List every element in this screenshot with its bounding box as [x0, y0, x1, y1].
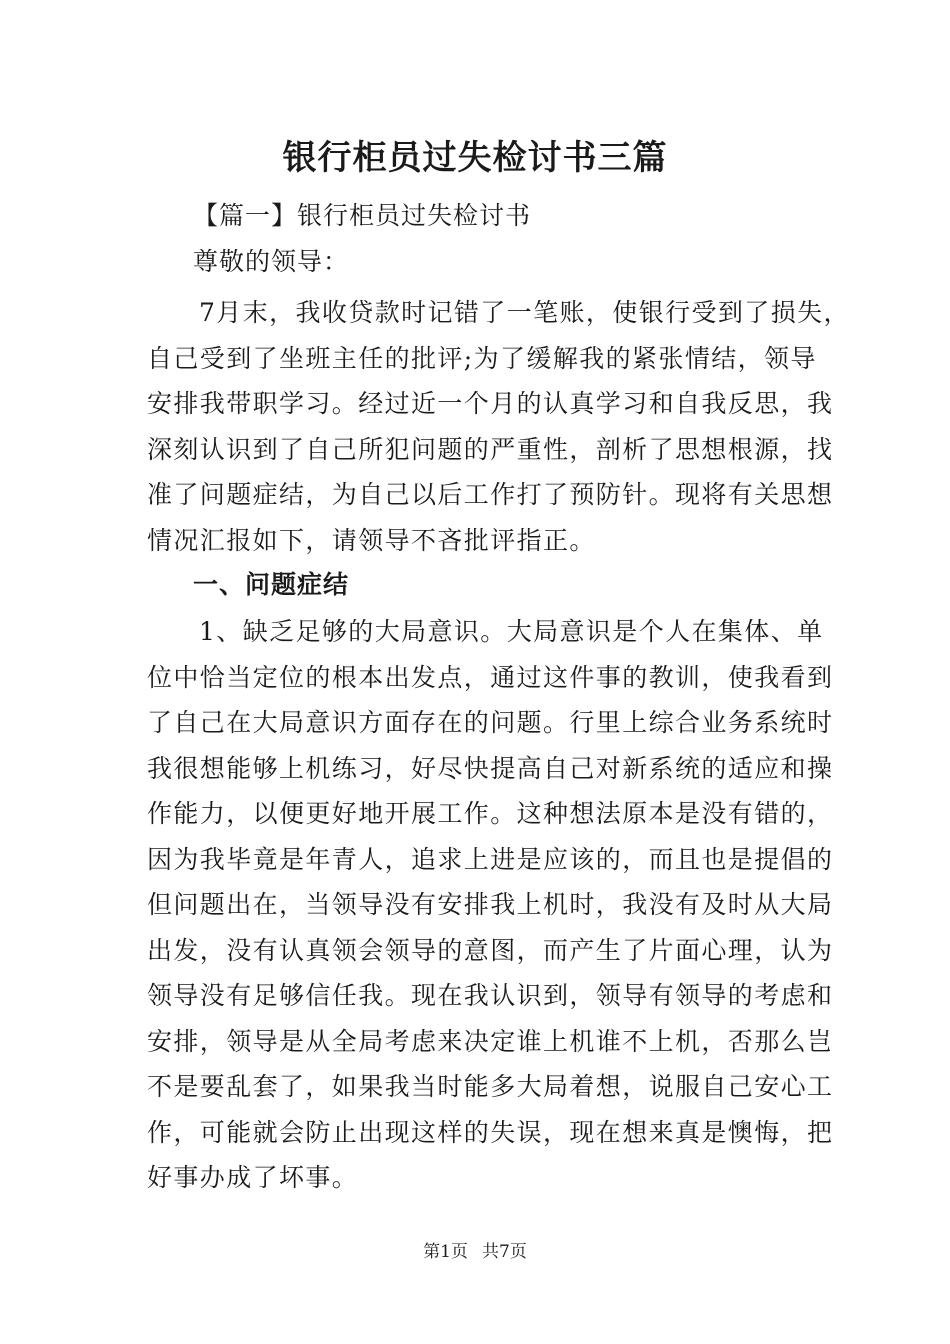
- paragraph-1: [147, 290, 850, 563]
- paragraph-line: 好事办成了坏事。: [147, 1163, 359, 1192]
- paragraph-line: 因为我毕竟是年青人，追求上进是应该的，而且也是提倡的: [147, 844, 834, 874]
- paragraph-line: 不是要乱套了，如果我当时能多大局着想，说服自己安心工: [147, 1072, 834, 1101]
- section-heading: 一、问题症结: [193, 570, 350, 599]
- paragraph-line: 深刻认识到了自己所犯问题的严重性，剖析了思想根源，找: [147, 434, 834, 464]
- paragraph-line: 出发，没有认真领会领导的意图，而产生了片面心理，认为: [147, 935, 834, 965]
- paragraph-line: 7月末，我收贷款时记错了一笔账，使银行受到了损失，: [199, 298, 850, 327]
- paragraph-2: [147, 609, 834, 1201]
- paragraph-line: 作能力，以便更好地开展工作。这种想法原本是没有错的，: [147, 799, 834, 828]
- paragraph-line: 作，可能就会防止出现这样的失误，现在想来真是懊悔，把: [147, 1117, 834, 1147]
- salutation: 尊敬的领导：: [193, 247, 350, 276]
- paragraph-line: 安排，领导是从全局考虑来决定谁上机谁不上机，否那么岂: [147, 1026, 834, 1056]
- paragraph-line: 准了问题症结，为自己以后工作打了预防针。现将有关思想: [147, 480, 834, 509]
- paragraph-line: 但问题出在，当领导没有安排我上机时，我没有及时从大局: [147, 890, 834, 919]
- paragraph-line: 位中恰当定位的根本出发点，通过这件事的教训，使我看到: [147, 662, 834, 692]
- page-total: 共7页: [482, 1242, 527, 1262]
- paragraph-line: 1、缺乏足够的大局意识。大局意识是个人在集体、单: [199, 617, 824, 646]
- paragraph-line: 我很想能够上机练习，好尽快提高自己对新系统的适应和操: [147, 753, 834, 783]
- paragraph-line: 了自己在大局意识方面存在的问题。行里上综合业务系统时: [147, 708, 834, 737]
- page-number: 第1页: [423, 1242, 468, 1262]
- paragraph-line: 领导没有足够信任我。现在我认识到，领导有领导的考虑和: [147, 981, 834, 1010]
- section-label: 【篇一】银行柜员过失检讨书: [193, 201, 532, 230]
- paragraph-line: 自己受到了坐班主任的批评;为了缓解我的紧张情结，领导: [147, 343, 817, 373]
- paragraph-line: 情况汇报如下，请领导不吝批评指正。: [147, 525, 596, 555]
- page-footer: [0, 1240, 950, 1264]
- paragraph-line: 安排我带职学习。经过近一个月的认真学习和自我反思，我: [147, 389, 834, 418]
- document-title: 银行柜员过失检讨书三篇: [282, 138, 668, 178]
